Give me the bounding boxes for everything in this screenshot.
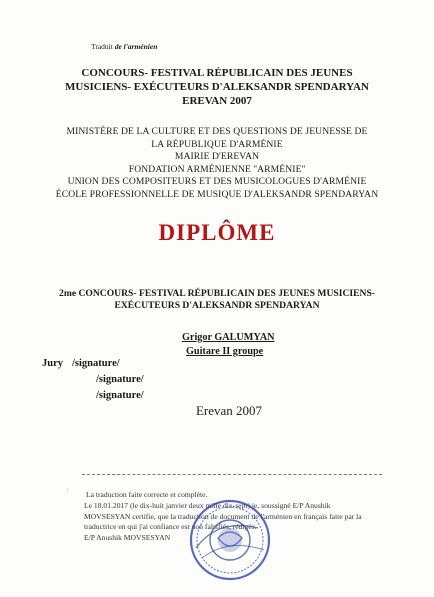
jury-signature: /signature/ bbox=[96, 374, 144, 385]
organizations-block bbox=[0, 126, 434, 201]
city-year: Erevan 2007 bbox=[195, 403, 263, 418]
contest-title-line: CONCOURS- FESTIVAL RÉPUBLICAIN DES JEUNES bbox=[81, 67, 353, 79]
contest-title-block bbox=[0, 66, 434, 108]
translated-from-note bbox=[91, 42, 157, 51]
organization-line: MAIRIE D'EREVAN bbox=[174, 151, 260, 162]
recipient-block bbox=[182, 332, 275, 357]
translated-language: de l'arménien bbox=[114, 42, 158, 51]
diploma-title: DIPLÔME bbox=[158, 220, 276, 245]
contest-title-line: EREVAN 2007 bbox=[182, 95, 252, 107]
section-title-line: 2me CONCOURS- FESTIVAL RÉPUBLICAIN DES JEUNES MUSICIENS- bbox=[59, 288, 375, 299]
organization-line: ÉCOLE PROFESSIONNELLE DE MUSIQUE D'ALEKSANDR SPENDARYAN bbox=[55, 188, 379, 200]
section-title-block bbox=[0, 288, 434, 312]
separator-rule bbox=[82, 474, 382, 475]
jury-signature: /signature/ bbox=[72, 358, 120, 369]
certification-line: La traduction faite correcte et complète. bbox=[86, 490, 208, 499]
recipient-category: Guitare II groupe bbox=[186, 346, 264, 357]
jury-label: Jury bbox=[42, 358, 63, 369]
certification-line: traductrice en qui j'ai confiance est non falsifiés, rédigés. bbox=[84, 522, 257, 532]
jury-signature: /signature/ bbox=[96, 390, 144, 401]
certification-line: Le 18.01.2017 (le dix-huit janvier deux mille dix-sept) je, soussigné E/P Anushik bbox=[84, 501, 331, 510]
section-title-line: EXÉCUTEURS D'ALEKSANDR SPENDARYAN bbox=[114, 300, 320, 311]
organization-line: UNION DES COMPOSITEURS ET DES MUSICOLOGUES D'ARMÉNIE bbox=[67, 176, 367, 187]
recipient-name: Grigor GALUMYAN bbox=[182, 332, 275, 343]
contest-title-line: MUSICIENS- EXÉCUTEURS D'ALEKSANDR SPENDARYAN bbox=[65, 81, 369, 93]
organization-line: LA RÉPUBLIQUE D'ARMÉNIE bbox=[151, 138, 283, 150]
certification-line: MOVSESYAN certifie, que la traduction de document de l'arménien en français faite par la bbox=[84, 511, 362, 521]
organization-line: MINISTÈRE DE LA CULTURE ET DES QUESTIONS DE JEUNESSE DE bbox=[66, 126, 368, 137]
certification-line: E/P Anushik MOVSESYAN bbox=[84, 532, 171, 542]
translated-prefix: Traduit bbox=[91, 42, 113, 51]
notary-stamp-icon bbox=[188, 498, 272, 582]
small-mark-icon: ʿ bbox=[66, 488, 69, 497]
organization-line: FONDATION ARMÉNIENNE ''ARMÉNIE'' bbox=[128, 163, 306, 175]
